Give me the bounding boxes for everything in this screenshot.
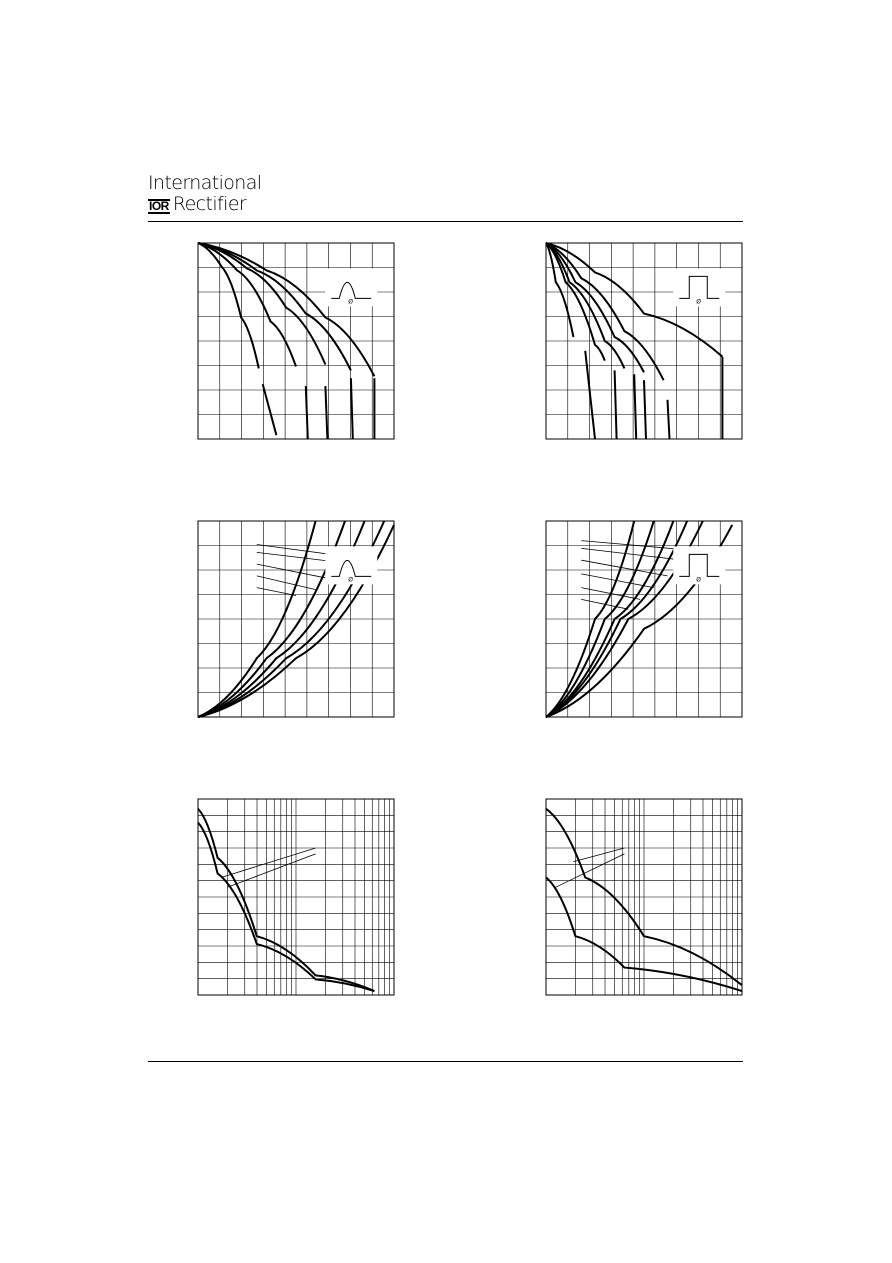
chart-mid-left-inset xyxy=(325,546,377,584)
chart-mid-right-plot xyxy=(546,521,742,717)
series-line-1 xyxy=(546,243,573,337)
chart-top-left-plot xyxy=(198,243,394,439)
limit-segment-1 xyxy=(585,351,595,439)
chart-bottom-left-plot xyxy=(198,799,394,995)
leader-line xyxy=(222,848,316,877)
ior-logo-mark: IOR xyxy=(149,199,169,213)
footer-rule xyxy=(148,1061,743,1062)
company-logo xyxy=(148,174,261,214)
limit-segment-4 xyxy=(351,378,353,439)
series-line-1 xyxy=(198,809,374,991)
series-line-5 xyxy=(198,243,374,376)
company-name-line1: International xyxy=(148,172,262,194)
header-rule xyxy=(148,221,743,222)
leader-line xyxy=(227,854,315,887)
chart-top-right-inset xyxy=(673,268,725,306)
chart-mid-right xyxy=(546,521,742,717)
chart-mid-right-inset xyxy=(673,546,725,584)
chart-top-right-plot xyxy=(546,243,742,439)
series-line-4 xyxy=(198,243,354,370)
chart-top-right xyxy=(546,243,742,439)
chart-bottom-right-plot xyxy=(546,799,742,995)
limit-segment-1 xyxy=(263,384,277,435)
conduction-angle-label: Ø xyxy=(348,298,354,306)
leader-line xyxy=(573,848,624,862)
company-name-line2: Rectifier xyxy=(172,193,247,215)
limit-segment-3 xyxy=(325,386,327,439)
chart-mid-left-plot xyxy=(198,521,394,717)
conduction-angle-label: Ø xyxy=(696,298,702,306)
leader-line xyxy=(581,560,667,576)
chart-top-left-inset xyxy=(325,268,377,306)
chart-bottom-left xyxy=(198,799,394,995)
limit-segment-4 xyxy=(644,380,646,439)
leader-line xyxy=(581,548,683,560)
conduction-angle-label: Ø xyxy=(348,576,354,584)
leader-line xyxy=(556,854,625,887)
chart-top-left xyxy=(198,243,394,439)
conduction-angle-label: Ø xyxy=(696,576,702,584)
chart-bottom-right-grid xyxy=(546,799,742,995)
series-line-2 xyxy=(198,243,296,366)
limit-segment-2 xyxy=(615,370,617,439)
chart-bottom-right xyxy=(546,799,742,995)
logo-line2 xyxy=(148,195,261,214)
limit-segment-3 xyxy=(634,374,636,439)
chart-mid-left xyxy=(198,521,394,717)
chart-bottom-left-grid xyxy=(198,799,394,995)
limit-segment-2 xyxy=(306,386,308,439)
limit-segment-5 xyxy=(668,400,670,439)
